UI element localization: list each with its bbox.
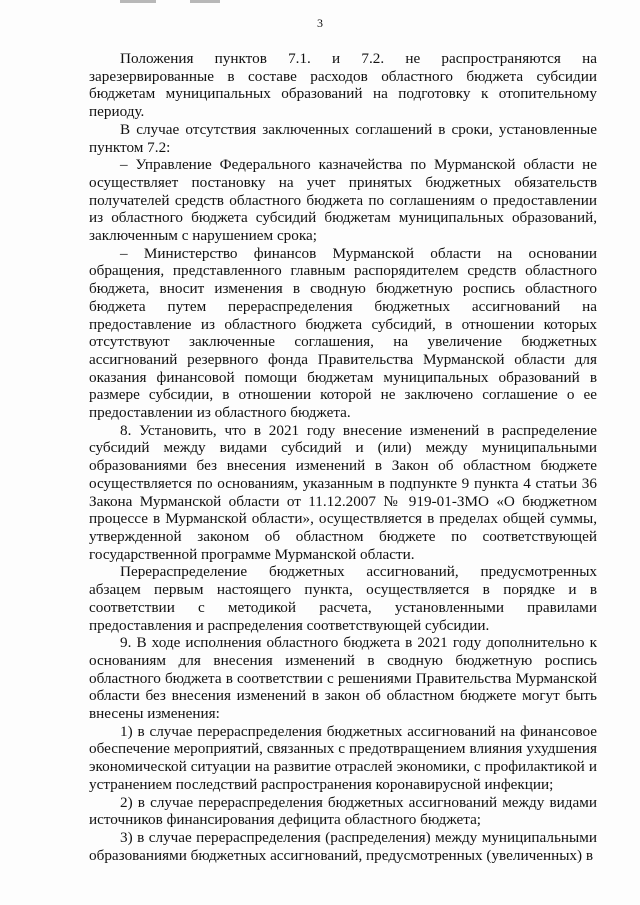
paragraph-item-9: 9. В ходе исполнения областного бюджета в 2021 году дополнительно к основаниям для внесения изменений в сводную бюджетную роспись областного бюджета в соответствии с решениями Правительства Мурманской области без внесения изменений в закон об областном бюджете могут быть внесены изменения: [89, 634, 597, 723]
scan-edge-mark [190, 0, 220, 3]
paragraph-reservation-exception: Положения пунктов 7.1. и 7.2. не распространяются на зарезервированные в составе расходов областного бюджета субсидии бюджетам муниципальных образований на подготовку к отопительному периоду. [89, 50, 597, 121]
paragraph-item-8: 8. Установить, что в 2021 году внесение изменений в распределение субсидий между видами субсидий и (или) между муниципальными образованиями без внесения изменений в Закон об областном бюджете осуществляется по основаниям, указанным в подпункте 9 пункта 4 статьи 36 Закона Мурманской области от 11.12.2007 № 919-01-ЗМО «О бюджетном процессе в Мурманской области», осуществляется в пределах общей суммы, утвержденной законом об областном бюджете по соответствующей государственной программе Мурманской области. [89, 421, 597, 563]
paragraph-reallocation: Перераспределение бюджетных ассигнований, предусмотренных абзацем первым настоящего пункта, осуществляется в порядке и в соответствии с методикой расчета, установленными правилами предоставления и распределения соответствующей субсидии. [89, 563, 597, 634]
document-body [89, 50, 597, 864]
page-number: 3 [317, 16, 323, 30]
list-item-1: 1) в случае перераспределения бюджетных ассигнований на финансовое обеспечение мероприятий, связанных с предотвращением влияния ухудшения экономической ситуации на развитие отраслей экономики, с профилактикой и устранением последствий распространения коронавирусной инфекции; [89, 722, 597, 793]
scan-edge-mark [120, 0, 156, 3]
list-item-3: 3) в случае перераспределения (распределения) между муниципальными образованиями бюджетных ассигнований, предусмотренных (увеличенных) в [89, 828, 597, 864]
paragraph-ministry-finance: – Министерство финансов Мурманской области на основании обращения, представленного главным распорядителем средств областного бюджета, вносит изменения в сводную бюджетную роспись областного бюджета путем перераспределения бюджетных ассигнований на предоставление из областного бюджета субсидий, в отношении которых отсутствуют заключенные соглашения, на увеличение бюджетных ассигнований резервного фонда Правительства Мурманской области для оказания финансовой помощи бюджетам муниципальных образований в размере субсидии, в отношении которой не заключено соглашение о ее предоставлении из областного бюджета. [89, 244, 597, 422]
list-item-2: 2) в случае перераспределения бюджетных ассигнований между видами источников финансирования дефицита областного бюджета; [89, 793, 597, 829]
paragraph-no-agreements: В случае отсутствия заключенных соглашений в сроки, установленные пунктом 7.2: [89, 120, 597, 156]
paragraph-treasury: – Управление Федерального казначейства по Мурманской области не осуществляет постановку на учет принятых бюджетных обязательств получателей средств областного бюджета по соглашениям о предоставлении из областного бюджета субсидий бюджетам муниципальных образований, заключенным с нарушением срока; [89, 156, 597, 245]
